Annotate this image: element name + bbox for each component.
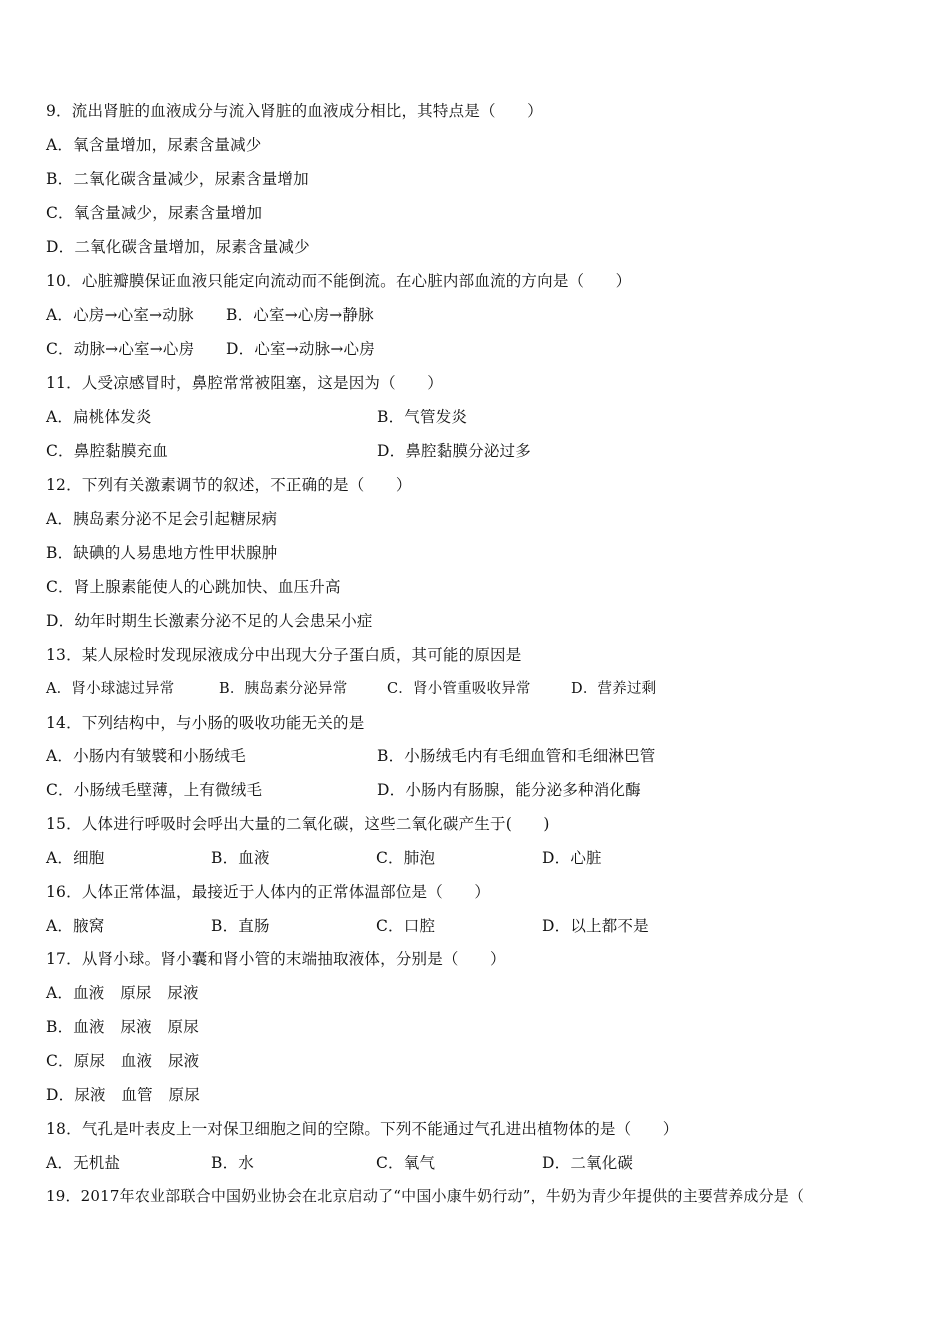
question-9-option-b: B．二氧化碳含量减少，尿素含量增加 — [46, 170, 309, 188]
question-13-options — [46, 678, 656, 700]
question-11-option-d: D．鼻腔黏膜分泌过多 — [377, 442, 531, 460]
question-18-stem: 18．气孔是叶表皮上一对保卫细胞之间的空隙。下列不能通过气孔进出植物体的是（ ） — [46, 1120, 679, 1138]
question-16-options — [46, 915, 649, 937]
question-14-option-c: C．小肠绒毛壁薄，上有微绒毛 — [46, 781, 263, 799]
question-10-stem: 10．心脏瓣膜保证血液只能定向流动而不能倒流。在心脏内部血流的方向是（ ） — [46, 272, 632, 290]
question-12-option-a: A．胰岛素分泌不足会引起糖尿病 — [46, 510, 278, 528]
question-14-stem: 14．下列结构中，与小肠的吸收功能无关的是 — [46, 714, 365, 732]
question-10-option-c: C．动脉→心室→心房 — [46, 340, 195, 358]
question-17-stem: 17．从肾小球。肾小囊和肾小管的末端抽取液体，分别是（ ） — [46, 950, 506, 968]
question-10-option-b: B．心室→心房→静脉 — [226, 306, 374, 324]
question-18-option-a: A．无机盐 — [46, 1154, 121, 1172]
question-10-option-d: D．心室→动脉→心房 — [226, 340, 375, 358]
question-10-options-cd — [46, 338, 375, 360]
question-13-option-d: D．营养过剩 — [571, 681, 657, 697]
question-18-option-b: B．水 — [211, 1154, 254, 1172]
question-9-option-a: A．氧含量增加，尿素含量减少 — [46, 136, 262, 154]
question-12-stem: 12．下列有关激素调节的叙述，不正确的是（ ） — [46, 476, 412, 494]
question-18-option-d: D．二氧化碳 — [542, 1154, 634, 1172]
question-16-option-c: C．口腔 — [376, 917, 436, 935]
question-12-option-c: C．肾上腺素能使人的心跳加快、血压升高 — [46, 578, 341, 596]
question-10-options-ab — [46, 304, 374, 326]
question-17-option-a: A．血液 原尿 尿液 — [46, 984, 199, 1002]
question-15-options — [46, 847, 602, 869]
question-14-option-d: D．小肠内有肠腺，能分泌多种消化酶 — [377, 781, 641, 799]
question-15-option-c: C．肺泡 — [376, 849, 436, 867]
question-18-options — [46, 1152, 633, 1174]
question-9-stem: 9．流出肾脏的血液成分与流入肾脏的血液成分相比，其特点是（ ） — [46, 102, 543, 120]
question-14-option-a: A．小肠内有皱襞和小肠绒毛 — [46, 747, 246, 765]
question-18-option-c: C．氧气 — [376, 1154, 436, 1172]
question-16-option-d: D．以上都不是 — [542, 917, 649, 935]
question-11-stem: 11．人受凉感冒时，鼻腔常常被阻塞，这是因为（ ） — [46, 374, 443, 392]
question-13-option-c: C．肾小管重吸收异常 — [387, 681, 531, 697]
question-16-option-b: B．直肠 — [211, 917, 270, 935]
question-9-option-c: C．氧含量减少，尿素含量增加 — [46, 204, 263, 222]
question-17-option-c: C．原尿 血液 尿液 — [46, 1052, 200, 1070]
question-12-option-d: D．幼年时期生长激素分泌不足的人会患呆小症 — [46, 612, 373, 630]
question-15-option-b: B．血液 — [211, 849, 270, 867]
question-11-option-c: C．鼻腔黏膜充血 — [46, 442, 168, 460]
question-17-option-b: B．血液 尿液 原尿 — [46, 1018, 199, 1036]
question-11-option-a: A．扁桃体发炎 — [46, 408, 152, 426]
question-13-option-a: A．肾小球滤过异常 — [46, 681, 175, 697]
question-16-stem: 16．人体正常体温，最接近于人体内的正常体温部位是（ ） — [46, 883, 491, 901]
question-19-stem: 19．2017年农业部联合中国奶业协会在北京启动了“中国小康牛奶行动”，牛奶为青少年提供的主要营养成分是（ — [46, 1187, 805, 1205]
question-9-option-d: D．二氧化碳含量增加，尿素含量减少 — [46, 238, 310, 256]
question-15-stem: 15．人体进行呼吸时会呼出大量的二氧化碳，这些二氧化碳产生于( ) — [46, 815, 550, 833]
question-17-option-d: D．尿液 血管 原尿 — [46, 1086, 200, 1104]
question-13-stem: 13．某人尿检时发现尿液成分中出现大分子蛋白质，其可能的原因是 — [46, 646, 522, 664]
question-14-options-cd — [46, 779, 641, 801]
question-14-options-ab — [46, 745, 656, 767]
question-12-option-b: B．缺碘的人易患地方性甲状腺肿 — [46, 544, 278, 562]
question-15-option-d: D．心脏 — [542, 849, 602, 867]
question-10-option-a: A．心房→心室→动脉 — [46, 306, 194, 324]
question-11-options-cd — [46, 440, 531, 462]
question-15-option-a: A．细胞 — [46, 849, 105, 867]
question-14-option-b: B．小肠绒毛内有毛细血管和毛细淋巴管 — [377, 747, 656, 765]
question-11-option-b: B．气管发炎 — [377, 408, 468, 426]
question-16-option-a: A．腋窝 — [46, 917, 105, 935]
question-11-options-ab — [46, 406, 467, 428]
question-13-option-b: B．胰岛素分泌异常 — [219, 681, 348, 697]
